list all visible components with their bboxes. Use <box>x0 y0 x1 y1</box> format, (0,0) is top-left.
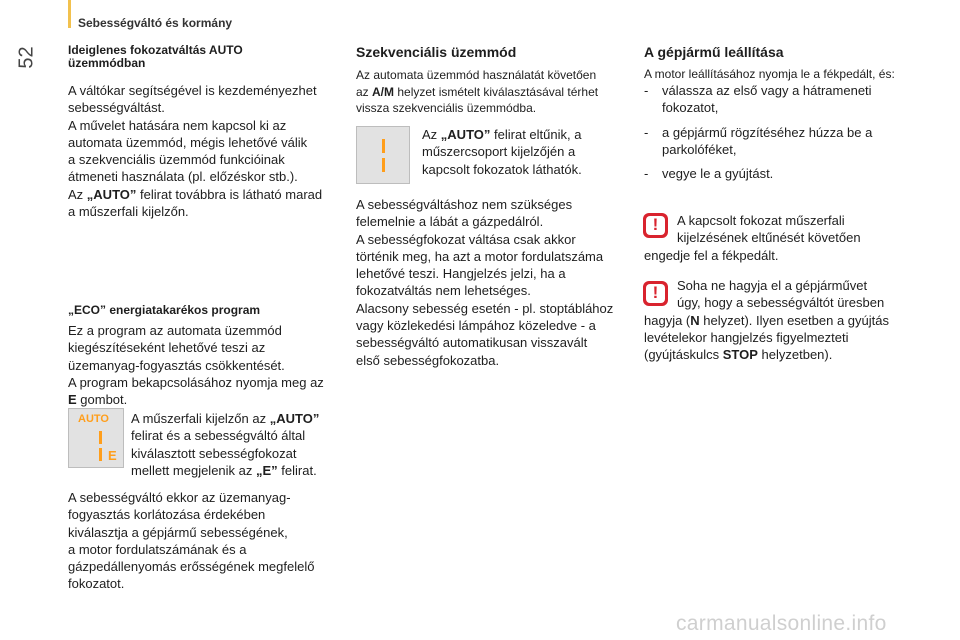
warning-icon: ! <box>642 212 669 239</box>
warning-icon: ! <box>642 280 669 307</box>
paragraph-sequential-intro: Az automata üzemmód használatát követően az A/M helyzet ismételt kiválasztásával térhet vissza szekvenciális üzemmódba. <box>356 68 599 115</box>
heading-temporary-shift: Ideiglenes fokozatváltás AUTO üzemmódban <box>68 43 243 70</box>
e-label: E <box>108 448 117 463</box>
section-title: Sebességváltó és kormány <box>78 16 233 30</box>
paragraph-temporary-shift: A váltókar segítségével is kezdeményezhet sebességváltást. A művelet hatására nem kapcsol ki az automata üzemmód, mégis lehetővé válik a szekvenciális üzemmód funkcióinak átmeneti használata (pl. előzéskor stb.). Az „AUTO” felirat továbbra is látható marad a műszerfali kijelzőn. <box>68 83 323 220</box>
list-item: - vegye le a gyújtást. <box>644 166 774 182</box>
sequential-icon-caption: Az „AUTO” felirat eltűnik, a műszercsoport kijelzőjén a kapcsolt fokozatok láthatók. <box>422 127 582 177</box>
header-accent-bar <box>68 0 71 28</box>
auto-eco-display-icon <box>68 408 124 468</box>
heading-stopping-vehicle: A gépjármű leállítása <box>644 44 784 60</box>
gear-bar-bottom-icon <box>99 448 102 461</box>
sequential-display-icon <box>356 126 410 184</box>
paragraph-eco-result: A sebességváltó ekkor az üzemanyag- fogyasztás korlátozása érdekében kiválasztja a gépjármű sebességének, a motor fordulatszámának és a gázpedállenyomás erősségének megfelelő fokozatot. <box>68 490 315 592</box>
eco-icon-caption: A műszerfali kijelzőn az „AUTO” felirat és a sebességváltó által kiválasztott sebességfokozat mellett megjelenik az „E” felirat. <box>131 411 320 478</box>
watermark: carmanualsonline.info <box>676 612 887 635</box>
paragraph-stopping-intro: A motor leállításához nyomja le a fékpedált, és: <box>644 67 895 81</box>
list-item: - válassza az első vagy a hátrameneti fokozatot, <box>644 83 872 116</box>
warning-neutral-gear: Soha ne hagyja el a gépjárművet úgy, hogy a sebességváltót üresben hagyja (N helyzet). Ilyen esetben a gyújtás levételekor hangjelzés figyelmezteti (gyújtáskulcs STOP helyzetben). <box>644 278 889 363</box>
gear-bar-top-icon <box>99 431 102 444</box>
auto-label: AUTO <box>78 413 109 425</box>
warning-release-brake: A kapcsolt fokozat műszerfali kijelzésének eltűnését követően engedje fel a fékpedált. <box>644 213 861 263</box>
gear-bar-top-icon <box>382 139 385 153</box>
gear-bar-bottom-icon <box>382 158 385 172</box>
paragraph-sequential-shifting: A sebességváltáshoz nem szükséges felemelnie a lábát a gázpedálról. A sebességfokozat váltása csak akkor történik meg, ha azt a motor fordulatszáma lehetővé teszi. Hangjelzés jelzi, ha a fokozatváltás nem lehetséges. Alacsony sebesség esetén - pl. stoptáblához vagy közlekedési lámpához közeledve - a sebességváltó automatikusan visszavált első sebességfokozatba. <box>356 197 614 368</box>
stopping-steps-list <box>644 82 924 182</box>
paragraph-eco: Ez a program az automata üzemmód kiegészítéseként lehetővé teszi az üzemanyag-fogyasztás csökkentését. A program bekapcsolásához nyomja meg az E gombot. <box>68 323 324 408</box>
heading-sequential-mode: Szekvenciális üzemmód <box>356 44 517 60</box>
heading-eco-program: „ECO” energiatakarékos program <box>68 303 261 317</box>
list-item: - a gépjármű rögzítéséhez húzza be a parkolóféket, <box>644 124 873 157</box>
page-number: 52 <box>15 46 38 69</box>
